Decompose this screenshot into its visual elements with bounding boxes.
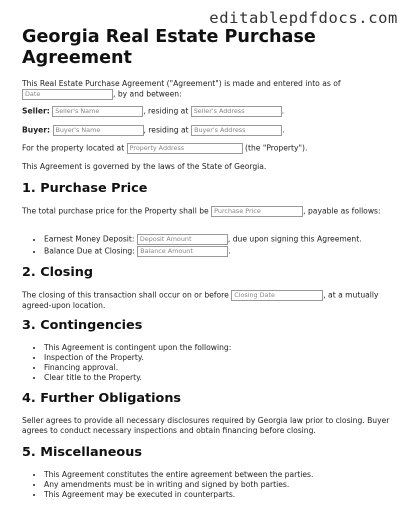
section-heading-closing: 2. Closing bbox=[22, 265, 94, 280]
closing-text: The closing of this transaction shall occur on or before bbox=[22, 290, 229, 300]
closing-date-field[interactable]: Closing Date bbox=[231, 290, 323, 301]
list-item bbox=[44, 246, 362, 257]
property-line bbox=[22, 143, 392, 154]
deposit-amount-field[interactable]: Deposit Amount bbox=[137, 234, 228, 245]
section-heading-purchase-price: 1. Purchase Price bbox=[22, 181, 148, 196]
buyer-residing-text: , residing at bbox=[143, 125, 189, 135]
purchase-price-text-after: , payable as follows: bbox=[303, 206, 381, 216]
seller-label: Seller: bbox=[22, 106, 50, 116]
buyer-label: Buyer: bbox=[22, 125, 51, 135]
seller-line bbox=[22, 106, 392, 117]
obligations-paragraph: Seller agrees to provide all necessary disclosures required by Georgia law prior to closing. Buyer agrees to conduct necessary inspections and obtain financing before closing. bbox=[22, 416, 390, 435]
miscellaneous-list bbox=[34, 470, 313, 500]
seller-address-field[interactable]: Seller's Address bbox=[191, 106, 282, 117]
buyer-end: . bbox=[282, 125, 285, 135]
list-item: • Any amendments must be in writing and signed by both parties. bbox=[44, 480, 313, 490]
section-heading-obligations: 4. Further Obligations bbox=[22, 391, 182, 406]
intro-text: This Real Estate Purchase Agreement ("Agreement") is made and entered into as of bbox=[22, 79, 341, 88]
seller-name-field[interactable]: Seller's Name bbox=[52, 106, 143, 117]
closing-text-after: , at a mutually agreed-upon location. bbox=[22, 290, 379, 310]
deposit-after: , due upon signing this Agreement. bbox=[227, 234, 362, 244]
property-text-after: (the "Property"). bbox=[245, 143, 308, 153]
list-item: • This Agreement constitutes the entire agreement between the parties. bbox=[44, 470, 313, 480]
closing-paragraph bbox=[22, 290, 392, 311]
list-item: • Clear title to the Property. bbox=[44, 373, 231, 383]
contingencies-list bbox=[34, 343, 231, 383]
intro-paragraph bbox=[22, 79, 392, 100]
property-address-field[interactable]: Property Address bbox=[127, 143, 243, 154]
balance-amount-field[interactable]: Balance Amount bbox=[137, 246, 228, 257]
balance-after: . bbox=[228, 246, 231, 256]
buyer-line bbox=[22, 125, 392, 136]
section-heading-contingencies: 3. Contingencies bbox=[22, 318, 143, 333]
governing-law: This Agreement is governed by the laws of the State of Georgia. bbox=[22, 162, 267, 171]
buyer-address-field[interactable]: Buyer's Address bbox=[191, 125, 282, 136]
purchase-price-text: The total purchase price for the Property shall be bbox=[22, 206, 209, 216]
purchase-price-paragraph bbox=[22, 206, 392, 217]
seller-residing-text: , residing at bbox=[143, 106, 189, 116]
buyer-name-field[interactable]: Buyer's Name bbox=[53, 125, 144, 136]
intro-text-after: , by and between: bbox=[113, 89, 182, 99]
agreement-date-field[interactable]: Date bbox=[22, 89, 113, 100]
section-heading-miscellaneous: 5. Miscellaneous bbox=[22, 445, 142, 460]
list-item: • Inspection of the Property. bbox=[44, 353, 231, 363]
deposit-label: Earnest Money Deposit: bbox=[44, 234, 135, 244]
list-item: • This Agreement may be executed in counterparts. bbox=[44, 490, 313, 500]
balance-label: Balance Due at Closing: bbox=[44, 246, 135, 256]
purchase-price-field[interactable]: Purchase Price bbox=[211, 206, 303, 217]
list-item bbox=[44, 234, 362, 245]
payment-list bbox=[34, 234, 362, 257]
seller-end: . bbox=[281, 106, 285, 116]
property-text: For the property located at bbox=[22, 143, 125, 153]
list-item: • Financing approval. bbox=[44, 363, 231, 373]
watermark: editablepdfdocs.com bbox=[209, 9, 398, 27]
list-item: • This Agreement is contingent upon the following: bbox=[44, 343, 231, 353]
document-title: Georgia Real Estate Purchase Agreement bbox=[22, 27, 316, 68]
